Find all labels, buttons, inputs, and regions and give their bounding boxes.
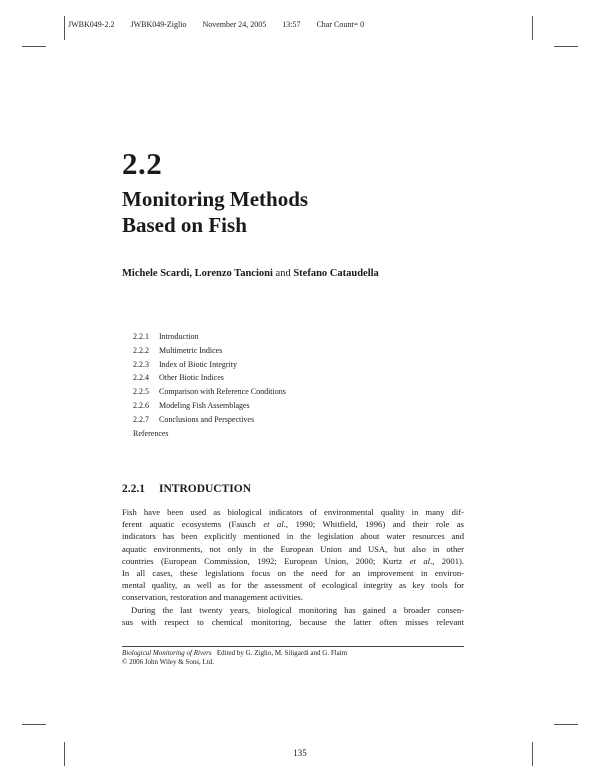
toc-item-title: Index of Biotic Integrity (159, 359, 237, 369)
toc-item-title: Other Biotic Indices (159, 373, 224, 383)
toc-item-title: Multimetric Indices (159, 345, 223, 355)
text-run-italic: et al (409, 555, 431, 566)
toc-item-title: Comparison with Reference Conditions (159, 387, 286, 397)
toc-item (133, 371, 286, 385)
crop-mark-bottom-left-horizontal (22, 724, 46, 725)
footnote-book-title: Biological Monitoring of Rivers (122, 649, 212, 657)
toc-item (133, 399, 286, 413)
text-run-italic: et al (263, 519, 284, 530)
section-title: INTRODUCTION (159, 483, 252, 495)
running-head-date: November 24, 2005 (202, 20, 267, 29)
text-run: ., 1990; Whitfield, 1996) and their role as (283, 519, 464, 530)
paragraph-1 (122, 506, 464, 604)
toc-item-number: 2.2.3 (133, 359, 149, 369)
publication-footnote (122, 649, 347, 668)
toc-item-number: 2.2.2 (133, 345, 149, 355)
authors-conjunction: and (272, 268, 294, 279)
toc-item-title: Conclusions and Perspectives (159, 414, 255, 424)
running-head-file-id: JWBK049-2.2 (68, 20, 115, 29)
authors-first: Michele Scardi, Lorenzo Tancioni (122, 268, 273, 279)
text-line: indicators has been explicitly mentioned in the legislation about water resources and (122, 531, 464, 542)
running-head-book-id: JWBK049-Ziglio (130, 20, 187, 29)
text-line: During the last twenty years, biological monitoring has gained a broader consen- (131, 604, 464, 615)
toc-item-number: 2.2.1 (133, 332, 149, 341)
text-line: mental quality, as well as for the assessment of ecological integrity as key tools for (122, 580, 464, 591)
toc-item-number: 2.2.4 (133, 373, 149, 383)
text-run: countries (European Commission, 1992; European Union, 2000; Kurtz (122, 555, 410, 566)
footnote-copyright: © 2006 John Wiley & Sons, Ltd. (122, 658, 215, 667)
text-line: sus with respect to chemical monitoring, because the latter often misses relevant (122, 616, 464, 627)
crop-mark-bottom-right-horizontal (554, 724, 578, 725)
crop-mark-top-left-vertical (64, 16, 65, 40)
running-head (68, 20, 378, 29)
toc-item (133, 358, 286, 372)
toc-item-title: Modeling Fish Assemblages (159, 400, 250, 410)
paragraph-2 (122, 604, 464, 628)
footnote-divider (122, 646, 464, 647)
section-heading (122, 483, 251, 495)
text-run: ., 2001). (430, 555, 464, 566)
authors-last: Stefano Cataudella (293, 268, 379, 279)
text-line (122, 555, 464, 567)
toc-item-number: 2.2.5 (133, 387, 149, 397)
toc-item (133, 385, 286, 399)
chapter-title (122, 186, 308, 238)
footnote-line-1 (122, 649, 347, 658)
crop-mark-top-right-vertical (532, 16, 533, 40)
footnote-editors: Edited by G. Ziglio, M. Siligardi and G. Flaim (216, 649, 348, 657)
toc-item-number: 2.2.7 (133, 414, 149, 424)
toc-item-number: 2.2.6 (133, 400, 149, 410)
text-line (122, 518, 464, 530)
chapter-title-line-2: Based on Fish (122, 213, 247, 237)
text-line: aquatic environments, not only in the European Union and USA, but also in other (122, 543, 464, 554)
text-line: In all cases, these legislations focus on the need for an improvement in environ- (122, 568, 464, 579)
crop-mark-top-right-horizontal (554, 46, 578, 47)
chapter-number: 2.2 (122, 146, 163, 181)
chapter-title-line-1: Monitoring Methods (122, 187, 309, 211)
body-text (122, 506, 464, 628)
crop-mark-top-left-horizontal (22, 46, 46, 47)
toc-references: References (133, 428, 169, 438)
toc-item (133, 330, 286, 344)
running-head-char-count: Char Count= 0 (316, 20, 365, 29)
toc-item-title: Introduction (159, 332, 199, 341)
text-line: conservation, restoration and management activities. (122, 592, 303, 603)
section-number: 2.2.1 (122, 483, 145, 495)
text-line: Fish have been used as biological indicators of environmental quality in many dif- (122, 507, 464, 517)
toc-item (133, 344, 286, 358)
running-head-time: 13:57 (282, 20, 301, 29)
author-list (122, 268, 379, 279)
section-contents (133, 330, 286, 440)
page-number: 135 (293, 748, 307, 758)
toc-item (133, 413, 286, 427)
text-run: ferent aquatic ecosystems (Fausch (122, 519, 264, 530)
